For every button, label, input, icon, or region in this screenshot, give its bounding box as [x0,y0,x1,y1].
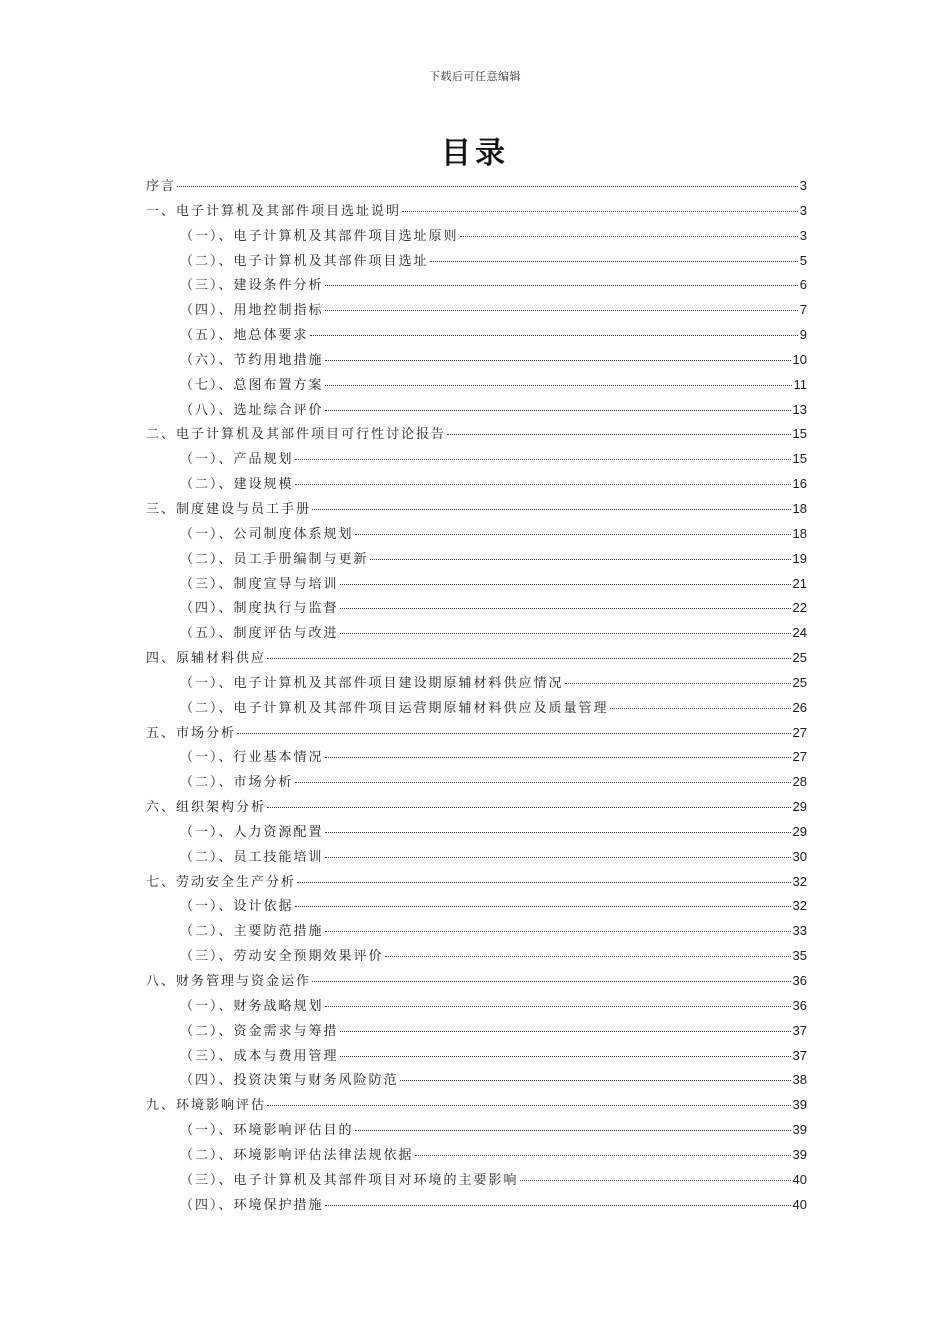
dot-leader [310,335,798,336]
toc-entry-page-number: 5 [799,252,807,268]
toc-entry-page-number: 18 [792,525,807,541]
dot-leader [325,857,791,858]
dot-leader [312,981,791,982]
toc-entry-page-number: 3 [799,178,807,193]
toc-entry-label: （一）、产品规划 [180,452,294,468]
dot-leader [402,211,798,212]
toc-entry-page-number: 30 [792,848,807,864]
dot-leader [325,931,791,932]
toc-entry-label: （四）、环境保护措施 [180,1197,324,1213]
toc-entry-page-number: 39 [792,1097,807,1113]
toc-entry[interactable] [146,622,807,647]
toc-entry-label: （一）、行业基本情况 [180,750,324,766]
toc-entry-page-number: 29 [792,799,807,815]
toc-entry[interactable] [146,846,807,871]
toc-entry[interactable] [146,200,807,225]
toc-entry[interactable] [146,299,807,324]
toc-entry[interactable] [146,573,807,598]
toc-entry-page-number: 26 [792,699,807,715]
toc-entry[interactable] [146,672,807,697]
toc-entry[interactable] [146,722,807,747]
toc-entry-page-number: 19 [792,550,807,566]
toc-entry-page-number: 25 [792,674,807,690]
toc-entry[interactable] [146,821,807,846]
dot-leader [295,906,791,907]
toc-entry-label: （三）、成本与费用管理 [180,1048,339,1064]
toc-entry-page-number: 36 [792,997,807,1013]
toc-entry-page-number: 39 [792,1122,807,1138]
dot-leader [325,285,798,286]
toc-entry-label: （一）、公司制度体系规划 [180,526,354,542]
dot-leader [400,1080,791,1081]
toc-entry[interactable] [146,1144,807,1169]
toc-entry[interactable] [146,548,807,573]
toc-entry[interactable] [146,374,807,399]
toc-entry-page-number: 13 [792,401,807,417]
dot-leader [325,360,791,361]
toc-entry-label: （二）、电子计算机及其部件项目运营期原辅材料供应及质量管理 [180,700,609,716]
dot-leader [325,310,798,311]
toc-entry-page-number: 10 [792,351,807,367]
toc-entry-page-number: 3 [799,202,807,218]
toc-entry[interactable] [146,771,807,796]
toc-entry-label: （五）、地总体要求 [180,328,309,344]
toc-entry[interactable] [146,225,807,250]
toc-entry-label: （一）、电子计算机及其部件项目选址原则 [180,228,459,244]
dot-leader [325,385,792,386]
dot-leader [415,1155,791,1156]
toc-entry-page-number: 6 [799,277,807,293]
toc-entry-page-number: 37 [792,1022,807,1038]
toc-title: 目录 [441,136,509,171]
toc-entry-page-number: 25 [792,650,807,666]
toc-entry[interactable] [146,796,807,821]
dot-leader [325,832,791,833]
dot-leader [297,882,791,883]
toc-entry[interactable] [146,399,807,424]
toc-entry-label: （七）、总图布置方案 [180,377,324,393]
toc-entry-label: （一）、环境影响评估目的 [180,1123,354,1139]
dot-leader [355,534,791,535]
dot-leader [340,608,791,609]
toc-entry[interactable] [146,1169,807,1194]
dot-leader [325,1006,791,1007]
toc-entry-label: （二）、市场分析 [180,775,294,791]
toc-entry-page-number: 35 [792,948,807,964]
toc-entry-label: （一）、财务战略规划 [180,998,324,1014]
toc-entry[interactable] [146,970,807,995]
dot-leader [565,683,791,684]
toc-entry[interactable] [146,1069,807,1094]
toc-entry[interactable] [146,274,807,299]
toc-entry-page-number: 3 [799,227,807,243]
toc-entry-page-number: 15 [792,451,807,467]
toc-entry[interactable] [146,250,807,275]
toc-entry-label: （三）、制度宣导与培训 [180,576,339,592]
toc-entry-page-number: 21 [792,575,807,591]
toc-entry-label: （三）、建设条件分析 [180,278,324,294]
toc-entry-label: （二）、员工技能培训 [180,849,324,865]
dot-leader [520,1180,791,1181]
dot-leader [267,1105,791,1106]
toc-entry-label: （四）、用地控制指标 [180,303,324,319]
toc-entry-page-number: 11 [793,376,807,392]
dot-leader [325,757,791,758]
toc-entry-label: 序言 [146,179,177,194]
toc-entry-label: （三）、劳动安全预期效果评价 [180,949,384,965]
toc-entry[interactable] [146,1020,807,1045]
toc-entry[interactable] [146,945,807,970]
toc-entry-label: （二）、主要防范措施 [180,924,324,940]
toc-entry-page-number: 39 [792,1146,807,1162]
toc-entry-label: （五）、制度评估与改进 [180,626,339,642]
toc-entry[interactable] [146,920,807,945]
toc-entry-page-number: 33 [792,923,807,939]
toc-entry[interactable] [146,1094,807,1119]
toc-entry-page-number: 9 [799,327,807,343]
dot-leader [355,1130,791,1131]
toc-entry-page-number: 7 [799,302,807,318]
toc-entry-label: （八）、选址综合评价 [180,402,324,418]
toc-entry[interactable] [146,349,807,374]
toc-entry-label: （二）、员工手册编制与更新 [180,551,369,567]
dot-leader [340,584,791,585]
toc-entry-page-number: 16 [792,476,807,492]
toc-entry-label: 三、制度建设与员工手册 [146,501,312,517]
toc-entry-label: 二、电子计算机及其部件项目可行性讨论报告 [146,427,447,443]
dot-leader [267,658,791,659]
table-of-contents [146,175,807,1218]
dot-leader [370,559,791,560]
toc-entry[interactable] [146,697,807,722]
toc-entry-label: 八、财务管理与资金运作 [146,974,312,989]
dot-leader [340,1031,791,1032]
toc-entry[interactable] [146,423,807,448]
dot-leader [385,956,791,957]
toc-entry[interactable] [146,1045,807,1070]
toc-entry-label: （六）、节约用地措施 [180,352,324,368]
toc-entry-page-number: 18 [792,500,807,516]
toc-entry-page-number: 15 [792,426,807,442]
toc-entry-label: 七、劳动安全生产分析 [146,874,297,890]
toc-entry-label: 四、原辅材料供应 [146,651,267,667]
toc-entry[interactable] [146,324,807,349]
toc-entry[interactable] [146,895,807,920]
toc-entry-label: （一）、设计依据 [180,899,294,915]
toc-entry-label: （四）、投资决策与财务风险防范 [180,1073,399,1089]
toc-entry-label: （一）、人力资源配置 [180,824,324,840]
dot-leader [325,1205,791,1206]
toc-entry[interactable] [146,995,807,1020]
toc-entry-label: （一）、电子计算机及其部件项目建设期原辅材料供应情况 [180,675,564,691]
toc-entry[interactable] [146,647,807,672]
toc-entry-page-number: 22 [792,600,807,616]
toc-entry-page-number: 27 [792,749,807,765]
toc-entry-page-number: 32 [792,873,807,889]
toc-entry[interactable] [146,1194,807,1219]
toc-entry-label: 六、组织架构分析 [146,800,267,816]
toc-entry-label: 九、环境影响评估 [146,1098,267,1114]
toc-entry-label: （二）、环境影响评估法律法规依据 [180,1147,414,1163]
dot-leader [447,434,791,435]
toc-entry-page-number: 27 [792,724,807,740]
toc-entry[interactable] [146,448,807,473]
toc-entry[interactable] [146,473,807,498]
toc-entry[interactable] [146,523,807,548]
toc-entry-page-number: 24 [792,625,807,641]
toc-entry-label: （二）、资金需求与筹措 [180,1023,339,1039]
toc-entry-label: （二）、电子计算机及其部件项目选址 [180,253,429,269]
dot-leader [312,509,791,510]
dot-leader [430,261,798,262]
toc-entry-page-number: 37 [792,1047,807,1063]
toc-entry[interactable] [146,1119,807,1144]
dot-leader [340,1056,791,1057]
toc-entry-label: 五、市场分析 [146,725,237,741]
dot-leader [340,633,791,634]
dot-leader [267,807,791,808]
toc-entry-page-number: 38 [792,1072,807,1088]
toc-entry-label: （二）、建设规模 [180,477,294,493]
dot-leader [295,459,791,460]
toc-entry[interactable] [146,871,807,896]
header-note: 下载后可任意编辑 [429,70,521,83]
dot-leader [237,733,791,734]
toc-entry-page-number: 40 [792,1196,807,1212]
toc-entry[interactable] [146,597,807,622]
toc-entry-page-number: 29 [792,823,807,839]
toc-entry-page-number: 36 [792,973,807,988]
toc-entry-page-number: 40 [792,1171,807,1187]
toc-entry-page-number: 28 [792,774,807,790]
dot-leader [610,708,791,709]
toc-entry-label: 一、电子计算机及其部件项目选址说明 [146,203,402,219]
toc-entry[interactable] [146,498,807,523]
toc-entry-label: （四）、制度执行与监督 [180,601,339,617]
toc-entry-page-number: 32 [792,898,807,914]
toc-entry[interactable] [146,746,807,771]
dot-leader [177,186,798,187]
toc-entry-label: （三）、电子计算机及其部件项目对环境的主要影响 [180,1172,519,1188]
dot-leader [460,236,798,237]
dot-leader [295,484,791,485]
toc-entry[interactable] [146,175,807,200]
dot-leader [295,782,791,783]
dot-leader [325,410,791,411]
